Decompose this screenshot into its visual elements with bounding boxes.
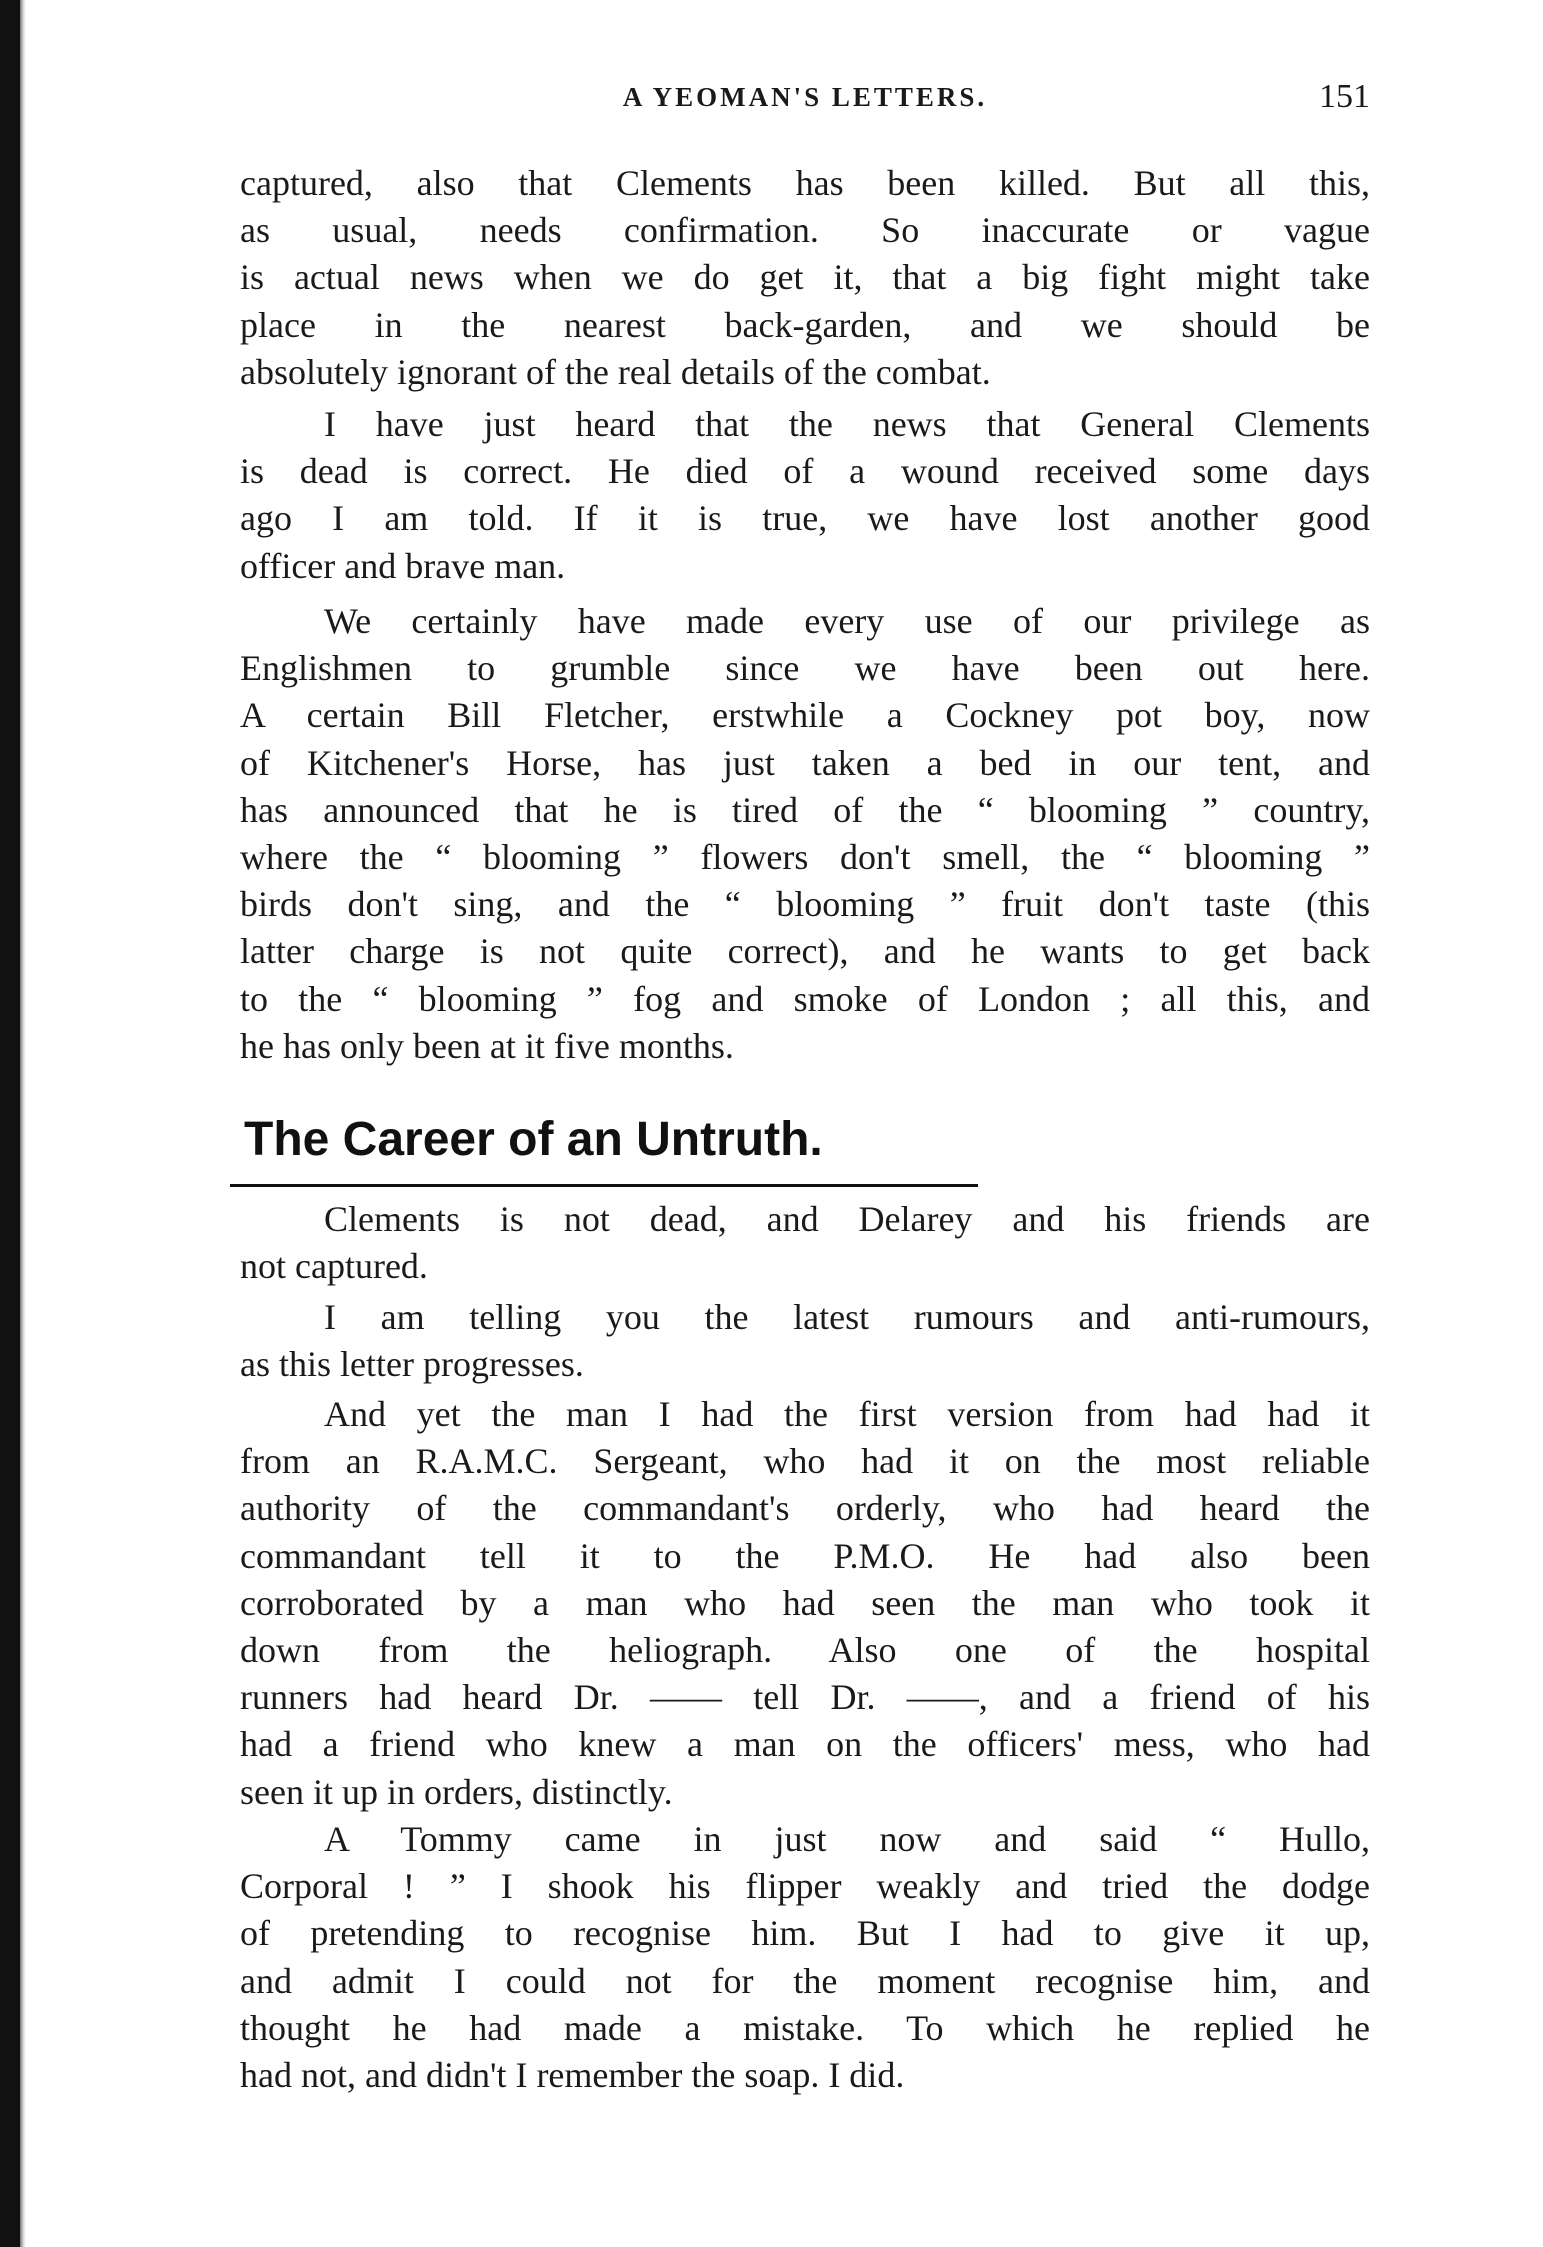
text-line: I have just heard that the news that General Clements (324, 404, 1370, 444)
section-heading-text: The Career of an Untruth. (244, 1113, 823, 1166)
text-line: Englishmen to grumble since we have been out here. (240, 648, 1370, 689)
text-line: birds don't sing, and the “ blooming ” fruit don't taste (this (240, 884, 1370, 925)
text-line: captured, also that Clements has been killed. But all this, (240, 163, 1370, 203)
text-line: A Tommy came in just now and said “ Hullo, (324, 1819, 1370, 1859)
text-line: absolutely ignorant of the real details of the combat. (240, 351, 991, 392)
text-line: as usual, needs confirmation. So inaccurate or vague (240, 210, 1370, 251)
text-line: where the “ blooming ” flowers don't smell, the “ blooming ” (240, 836, 1370, 877)
section-paragraph-2 (240, 1294, 1370, 1388)
text-line: of pretending to recognise him. But I had to give it up, (240, 1913, 1370, 1954)
text-line: thought he had made a mistake. To which he replied he (240, 2007, 1370, 2048)
running-header (240, 78, 1370, 122)
text-line: And yet the man I had the first version from had had it (324, 1394, 1370, 1434)
text-line: had a friend who knew a man on the officers' mess, who had (240, 1724, 1370, 1765)
text-line: has announced that he is tired of the “ blooming ” country, (240, 789, 1370, 830)
text-line: from an R.A.M.C. Sergeant, who had it on the most reliable (240, 1441, 1370, 1482)
text-line: Corporal ! ” I shook his flipper weakly and tried the dodge (240, 1866, 1370, 1907)
text-line: as this letter progresses. (240, 1344, 584, 1385)
paragraph-2 (240, 401, 1370, 590)
text-line: latter charge is not quite correct), and he wants to get back (240, 931, 1370, 972)
page-binding-edge (0, 0, 20, 2247)
text-line: he has only been at it five months. (240, 1025, 734, 1066)
text-line: I am telling you the latest rumours and anti-rumours, (324, 1297, 1370, 1337)
section-paragraph-4 (240, 1816, 1370, 2099)
text-line: down from the heliograph. Also one of the hospital (240, 1629, 1370, 1670)
text-line: to the “ blooming ” fog and smoke of London ; all this, and (240, 978, 1370, 1019)
paragraph-1 (240, 160, 1370, 396)
text-line: seen it up in orders, distinctly. (240, 1771, 673, 1812)
section-heading (230, 1108, 978, 1187)
text-line: runners had heard Dr. —— tell Dr. ——, and a friend of his (240, 1677, 1370, 1718)
text-line: A certain Bill Fletcher, erstwhile a Cockney pot boy, now (240, 695, 1370, 736)
text-line: is actual news when we do get it, that a big fight might take (240, 257, 1370, 298)
text-line: corroborated by a man who had seen the man who took it (240, 1582, 1370, 1623)
page-number: 151 (1319, 78, 1370, 115)
text-line: authority of the commandant's orderly, who had heard the (240, 1488, 1370, 1529)
text-line: place in the nearest back-garden, and we should be (240, 304, 1370, 345)
text-line: officer and brave man. (240, 545, 566, 586)
text-line: is dead is correct. He died of a wound received some days (240, 451, 1370, 492)
text-line: had not, and didn't I remember the soap. I did. (240, 2054, 905, 2095)
paragraph-3 (240, 598, 1370, 1070)
text-line: commandant tell it to the P.M.O. He had also been (240, 1535, 1370, 1576)
section-paragraph-1 (240, 1196, 1370, 1290)
section-paragraph-3 (240, 1391, 1370, 1816)
text-line: and admit I could not for the moment recognise him, and (240, 1960, 1370, 2001)
text-line: Clements is not dead, and Delarey and his friends are (324, 1199, 1370, 1239)
text-line: ago I am told. If it is true, we have lost another good (240, 498, 1370, 539)
text-line: of Kitchener's Horse, has just taken a bed in our tent, and (240, 742, 1370, 783)
text-line: not captured. (240, 1246, 428, 1287)
text-line: We certainly have made every use of our privilege as (324, 601, 1370, 641)
running-title: A YEOMAN'S LETTERS. (622, 82, 988, 112)
